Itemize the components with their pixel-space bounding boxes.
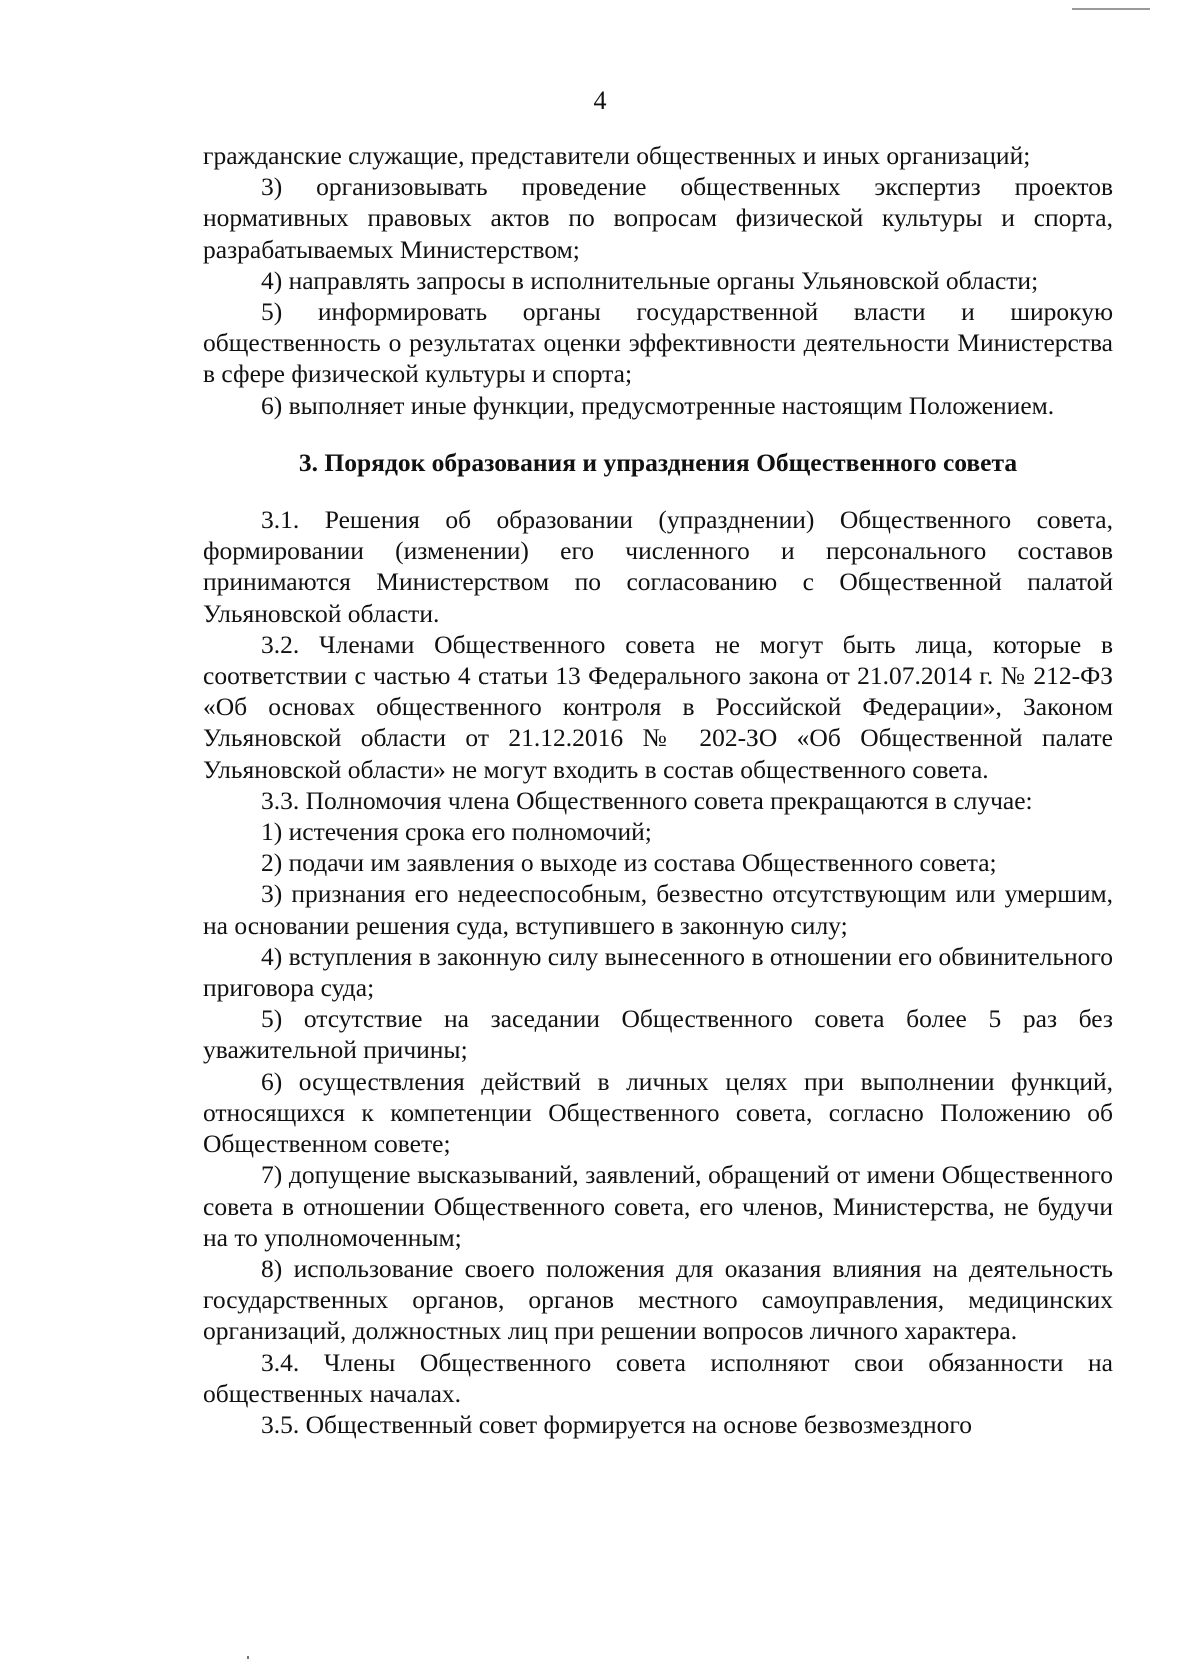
list-item: 7) допущение высказываний, заявлений, обращений от имени Общественного совета в отношении Общественного совета, его членов, Министерства, не будучи на то уполномоченным; bbox=[203, 1160, 1113, 1252]
paragraph: 3.3. Полномочия члена Общественного совета прекращаются в случае: bbox=[261, 785, 1033, 815]
list-item: 4) вступления в законную силу вынесенного в отношении его обвинительного приговора суда; bbox=[203, 941, 1113, 1003]
paragraph: 3.4. Члены Общественного совета исполняют свои обязанности на общественных началах. bbox=[203, 1347, 1113, 1408]
page-number: 4 bbox=[593, 86, 607, 115]
paragraph: гражданские служащие, представители общественных и иных организаций; bbox=[203, 141, 1031, 170]
section-heading: 3. Порядок образования и упразднения Общественного совета bbox=[298, 447, 1018, 477]
scan-dot bbox=[247, 1656, 249, 1659]
paragraph: 3.2. Членами Общественного совета не могут быть лица, которые в соответствии с частью 4 статьи 13 Федерального закона от 21.07.2014 г. № 212-ФЗ «Об основах общественного контроля в Российской Федерации», Законом Ульяновской области от 21.12.2016 № 202-ЗО «Об Общественной палате Ульяновской области» не могут входить в состав общественного совета. bbox=[203, 629, 1113, 784]
paragraph: 3.1. Решения об образовании (упразднении) Общественного совета, формировании (изменении) его численного и персонального составов принимаются Министерством по согласованию с Общественной палатой Ульяновской области. bbox=[203, 505, 1113, 628]
document-body bbox=[203, 140, 1113, 1440]
paragraph: 6) выполняет иные функции, предусмотренные настоящим Положением. bbox=[261, 390, 1055, 420]
paragraph: 3) организовывать проведение общественных экспертиз проектов нормативных правовых актов по вопросам физической культуры и спорта, разрабатываемых Министерством; bbox=[203, 172, 1113, 264]
paragraph: 5) информировать органы государственной власти и широкую общественность о результатах оценки эффективности деятельности Министерства в сфере физической культуры и спорта; bbox=[203, 297, 1113, 389]
paragraph: 3.5. Общественный совет формируется на основе безвозмездного bbox=[261, 1409, 972, 1439]
list-item: 5) отсутствие на заседании Общественного совета более 5 раз без уважительной причины; bbox=[203, 1004, 1113, 1065]
list-item: 2) подачи им заявления о выходе из состава Общественного совета; bbox=[261, 848, 997, 878]
scan-edge-mark bbox=[1072, 8, 1150, 10]
list-item: 1) истечения срока его полномочий; bbox=[261, 817, 652, 847]
list-item: 6) осуществления действий в личных целях при выполнении функций, относящихся к компетенции Общественного совета, согласно Положению об Общественном совете; bbox=[203, 1066, 1113, 1159]
list-item: 3) признания его недееспособным, безвестно отсутствующим или умершим, на основании решения суда, вступившего в законную силу; bbox=[203, 879, 1113, 940]
list-item: 8) использование своего положения для оказания влияния на деятельность государственных органов, органов местного самоуправления, медицинских организаций, должностных лиц при решении вопросов личного характера. bbox=[203, 1253, 1113, 1346]
paragraph: 4) направлять запросы в исполнительные органы Ульяновской области; bbox=[261, 265, 1039, 295]
